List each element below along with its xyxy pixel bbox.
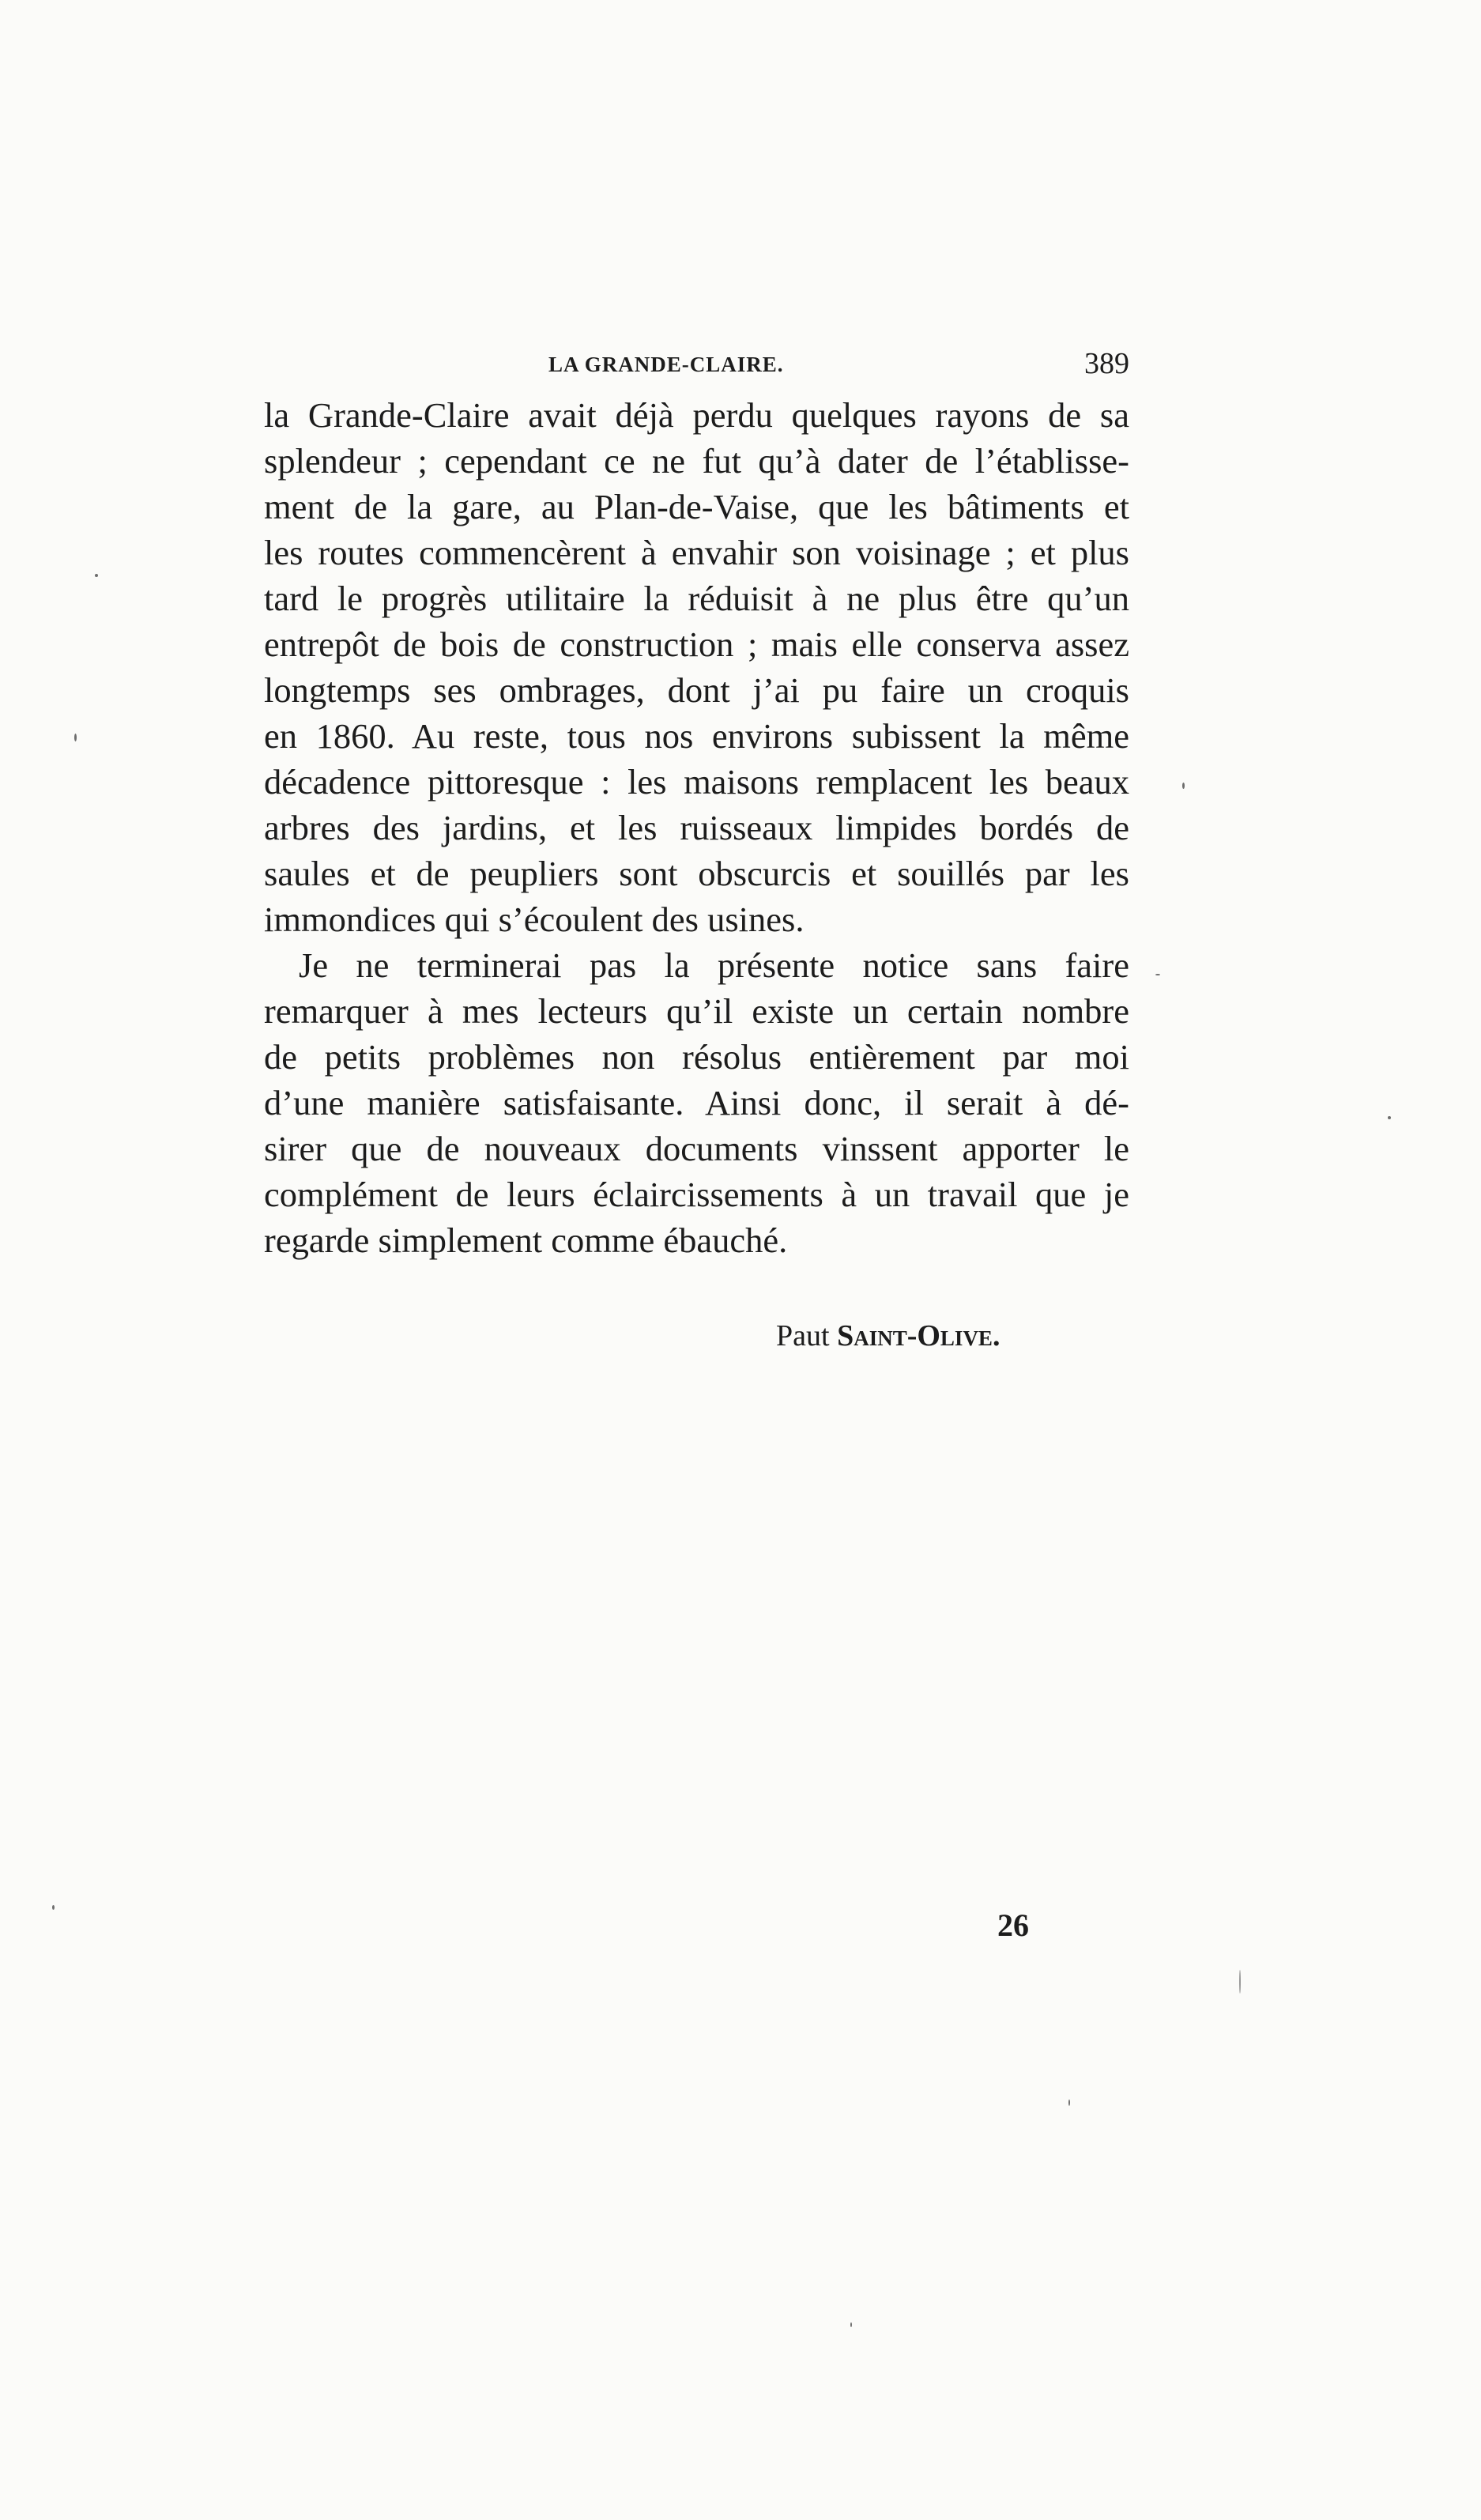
body-text bbox=[264, 392, 1129, 1263]
author-last-name: Saint-Olive. bbox=[837, 1319, 1001, 1352]
scan-speck bbox=[1182, 783, 1185, 789]
printer-signature-mark: 26 bbox=[997, 1907, 1029, 1943]
text-line: d’une manière satisfaisante. Ainsi donc, il serait à dé- bbox=[264, 1083, 1129, 1122]
text-line: longtemps ses ombrages, dont j’ai pu faire un croquis bbox=[264, 670, 1129, 710]
paragraph-1 bbox=[264, 392, 1129, 942]
paragraph-2 bbox=[264, 942, 1129, 1263]
text-line: saules et de peupliers sont obscurcis et souillés par les bbox=[264, 854, 1129, 893]
running-title: LA GRANDE-CLAIRE. bbox=[548, 353, 784, 376]
scan-speck bbox=[1239, 1970, 1241, 1994]
text-line: ment de la gare, au Plan-de-Vaise, que les bâtiments et bbox=[264, 487, 1129, 526]
scan-speck bbox=[1068, 2099, 1070, 2106]
text-line: tard le progrès utilitaire la réduisit à ne plus être qu’un bbox=[264, 579, 1129, 618]
text-line: immondices qui s’écoulent des usines. bbox=[264, 900, 805, 939]
scan-speck bbox=[1388, 1116, 1391, 1119]
text-line: complément de leurs éclaircissements à un travail que je bbox=[264, 1175, 1129, 1214]
scan-speck bbox=[850, 2322, 852, 2327]
text-line: remarquer à mes lecteurs qu’il existe un certain nombre bbox=[264, 991, 1129, 1031]
text-line: décadence pittoresque : les maisons remplacent les beaux bbox=[264, 762, 1129, 802]
author-first-name: Paut bbox=[776, 1319, 830, 1352]
page-number: 389 bbox=[1084, 347, 1129, 380]
scan-speck bbox=[1155, 974, 1160, 975]
text-line: splendeur ; cependant ce ne fut qu’à dater de l’établisse- bbox=[264, 441, 1129, 481]
author-signature bbox=[776, 1318, 1000, 1353]
page-header bbox=[264, 346, 1129, 390]
text-line: de petits problèmes non résolus entièrement par moi bbox=[264, 1037, 1129, 1077]
text-line: en 1860. Au reste, tous nos environs subissent la même bbox=[264, 716, 1129, 756]
text-line: Je ne terminerai pas la présente notice sans faire bbox=[299, 945, 1129, 985]
text-line: les routes commencèrent à envahir son voisinage ; et plus bbox=[264, 533, 1129, 572]
text-line: sirer que de nouveaux documents vinssent apporter le bbox=[264, 1129, 1129, 1168]
text-line: arbres des jardins, et les ruisseaux limpides bordés de bbox=[264, 808, 1129, 847]
scan-speck bbox=[74, 734, 77, 741]
scan-speck bbox=[52, 1905, 55, 1910]
text-line: regarde simplement comme ébauché. bbox=[264, 1220, 788, 1260]
text-line: entrepôt de bois de construction ; mais elle conserva assez bbox=[264, 624, 1129, 664]
text-line: la Grande-Claire avait déjà perdu quelques rayons de sa bbox=[264, 395, 1129, 435]
scan-speck bbox=[95, 574, 98, 577]
